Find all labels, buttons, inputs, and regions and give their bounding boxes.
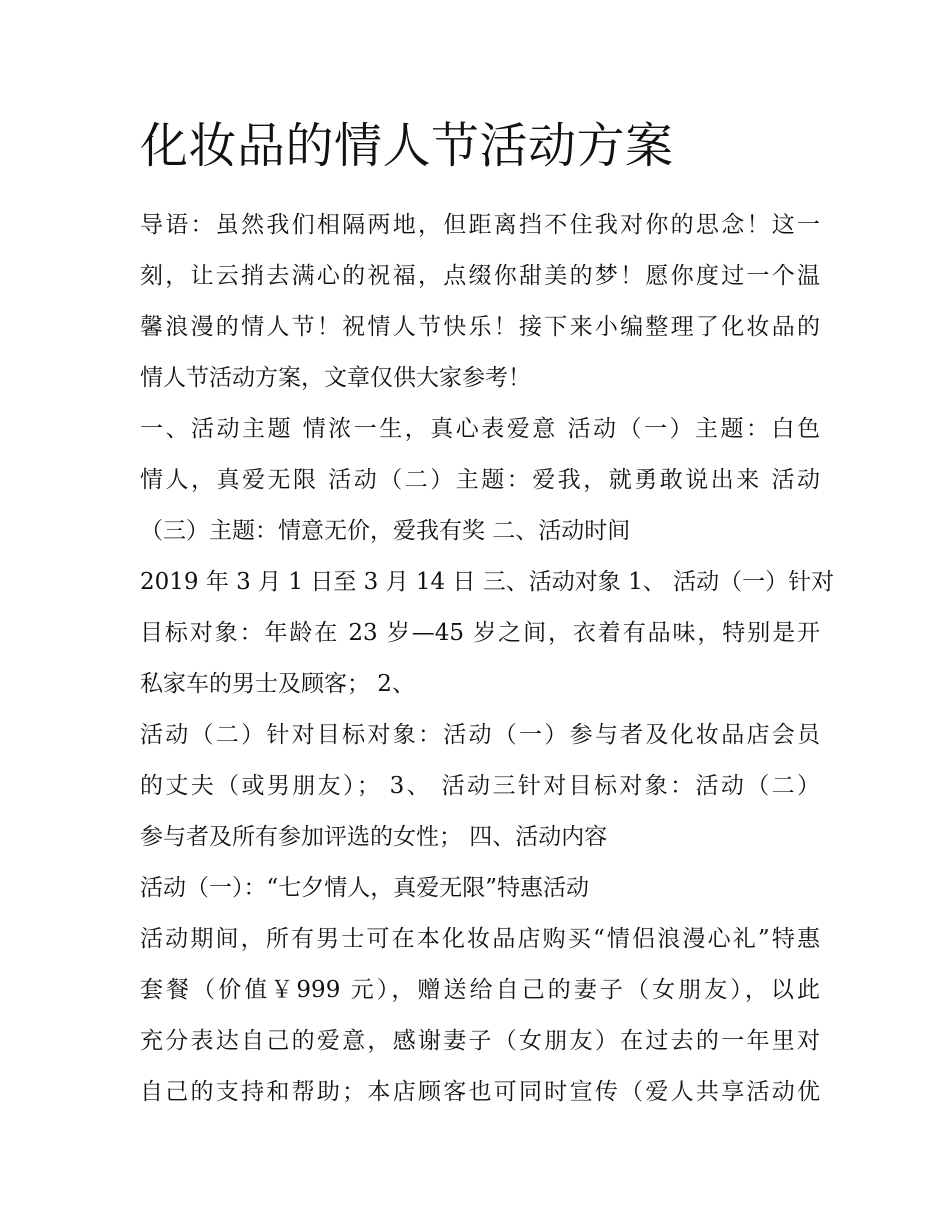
paragraph-line: 活动（一）：“七夕情人，真爱无限”特惠活动 bbox=[140, 875, 590, 901]
paragraph-line: 自己的支持和帮助；本店顾客也可同时宣传（爱人共享活动优 bbox=[140, 1079, 820, 1105]
paragraph-line: （三）主题：情意无价，爱我有奖 二、活动时间 bbox=[140, 518, 631, 544]
paragraph-line: 充分表达自己的爱意，感谢妻子（女朋友）在过去的一年里对 bbox=[140, 1028, 820, 1054]
paragraph-line: 私家车的男士及顾客； 2、 bbox=[140, 671, 415, 697]
paragraph-line: 情人节活动方案，文章仅供大家参考！ bbox=[140, 365, 531, 391]
paragraph-line: 馨浪漫的情人节！祝情人节快乐！接下来小编整理了化妆品的 bbox=[140, 314, 820, 340]
paragraph-line: 活动（二）针对目标对象：活动（一）参与者及化妆品店会员 bbox=[140, 722, 820, 748]
paragraph-line: 情人，真爱无限 活动（二）主题：爱我，就勇敢说出来 活动 bbox=[140, 467, 820, 493]
paragraph-line: 导语：虽然我们相隔两地，但距离挡不住我对你的思念！这一 bbox=[140, 212, 820, 238]
paragraph-line: 一、活动主题 情浓一生，真心表爱意 活动（一）主题：白色 bbox=[140, 416, 820, 442]
paragraph-line: 参与者及所有参加评选的女性； 四、活动内容 bbox=[140, 824, 608, 850]
paragraph-line: 2019 年 3 月 1 日至 3 月 14 日 三、活动对象 1、 活动（一）针对 bbox=[140, 569, 835, 595]
paragraph-line: 目标对象：年龄在 23 岁—45 岁之间，衣着有品味，特别是开 bbox=[140, 620, 820, 646]
document-body bbox=[140, 200, 835, 1118]
paragraph-line: 刻，让云捎去满心的祝福，点缀你甜美的梦！愿你度过一个温 bbox=[140, 263, 820, 289]
document-title: 化妆品的情人节活动方案 bbox=[140, 118, 674, 174]
paragraph-line: 的丈夫（或男朋友）； 3、 活动三针对目标对象：活动（二） bbox=[140, 773, 820, 799]
paragraph-line: 活动期间，所有男士可在本化妆品店购买“情侣浪漫心礼”特惠 bbox=[140, 926, 820, 952]
paragraph-line: 套餐（价值￥999 元），赠送给自己的妻子（女朋友），以此 bbox=[140, 977, 820, 1003]
